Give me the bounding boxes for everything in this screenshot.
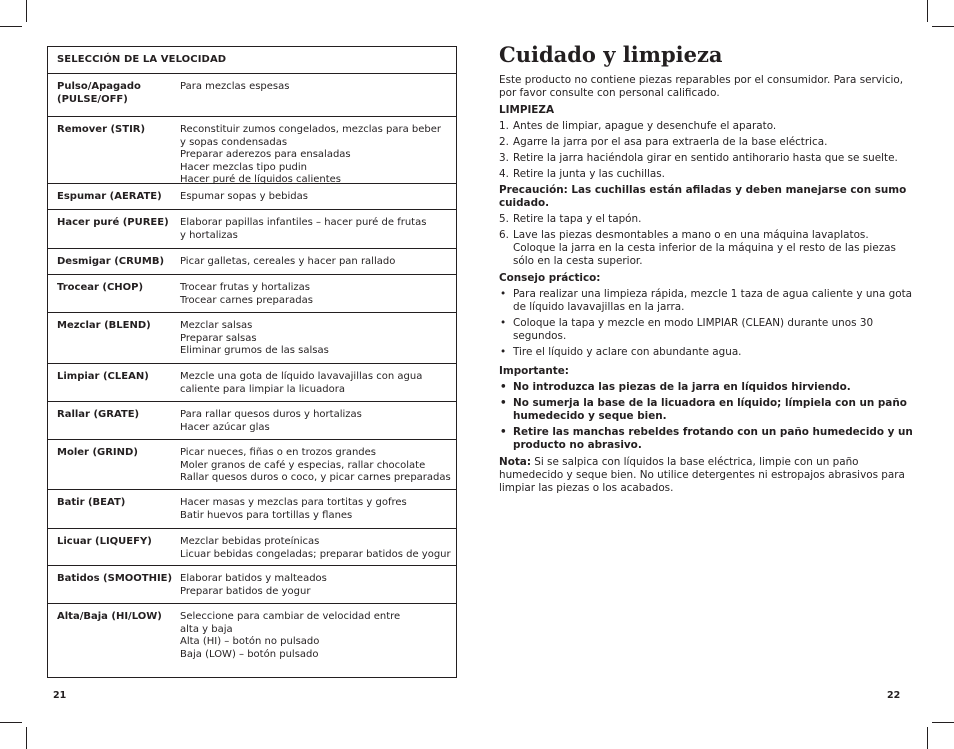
step-number: 3. [499, 152, 509, 164]
step-number: 4. [499, 168, 509, 180]
speed-label: Hacer puré (PUREE) [57, 217, 169, 228]
table-body [48, 74, 456, 666]
note-paragraph [499, 456, 914, 495]
speed-description [180, 217, 452, 242]
table-row [48, 74, 456, 117]
description-line: Hacer masas y mezclas para tortitas y gofres [180, 497, 407, 508]
description-line: Hacer puré de líquidos calientes [180, 174, 342, 185]
step-item [499, 120, 914, 133]
description-line: Baja (LOW) – botón pulsado [180, 648, 319, 660]
speed-label: Moler (GRIND) [57, 447, 138, 458]
table-row [48, 566, 456, 604]
speed-label: Trocear (CHOP) [57, 282, 144, 293]
speed-description [180, 409, 452, 434]
step-text: Antes de limpiar, apague y desenchufe el aparato. [513, 120, 777, 132]
speed-description [180, 611, 452, 661]
crop-mark [26, 727, 27, 749]
page-number-right: 22 [887, 690, 901, 701]
step-number: 2. [499, 136, 509, 148]
step-text: Retire la tapa y el tapón. [513, 213, 642, 225]
crop-mark [927, 727, 928, 749]
step-text: Agarre la jarra por el asa para extraerla de la base eléctrica. [513, 136, 828, 148]
description-line: Seleccione para cambiar de velocidad entre [180, 611, 401, 622]
speed-description [180, 320, 452, 358]
cleaning-steps-list-continued [499, 213, 914, 268]
page-number-left: 21 [53, 690, 67, 701]
speed-description [180, 124, 452, 187]
bullet-icon: • [500, 426, 507, 438]
step-item [499, 213, 914, 226]
speed-label: Batir (BEAT) [57, 497, 126, 508]
speed-description [180, 81, 452, 94]
page-title: Cuidado y limpieza [499, 42, 723, 67]
description-line: Elaborar papillas infantiles – hacer puré de frutas [180, 217, 427, 228]
speed-description [180, 447, 452, 485]
table-row [48, 440, 456, 490]
speed-selection-table [47, 46, 457, 678]
description-line: Licuar bebidas congeladas; preparar batidos de yogur [180, 548, 451, 560]
description-line: Espumar sopas y bebidas [180, 191, 308, 202]
note-label: Nota: [499, 456, 531, 468]
description-line: Para mezclas espesas [180, 81, 290, 92]
bullet-item [499, 426, 914, 452]
tips-list [499, 288, 914, 359]
bullet-item [499, 317, 914, 343]
description-line: Preparar salsas [180, 332, 257, 344]
bullet-item [499, 381, 914, 394]
description-line: alta y baja [180, 623, 233, 635]
speed-label: Desmigar (CRUMB) [57, 256, 165, 267]
speed-label: Batidos (SMOOTHIE) [57, 573, 173, 584]
important-list [499, 381, 914, 452]
bullet-text: No sumerja la base de la licuadora en líquido; límpiela con un paño humedecido y seque bien. [513, 397, 907, 422]
description-line: Mezclar salsas [180, 320, 253, 331]
bullet-text: Retire las manchas rebeldes frotando con un paño humedecido y un producto no abrasivo. [513, 426, 913, 451]
description-line: Mezclar bebidas proteínicas [180, 536, 320, 547]
bullet-icon: • [500, 288, 507, 300]
crop-mark [932, 26, 954, 27]
step-number: 5. [499, 213, 509, 225]
speed-label: Mezclar (BLEND) [57, 320, 151, 331]
speed-label: Espumar (AERATE) [57, 191, 162, 202]
description-line: Hacer azúcar glas [180, 421, 270, 433]
table-row [48, 364, 456, 402]
description-line: Rallar quesos duros o coco, y picar carnes preparadas [180, 472, 451, 483]
table-row [48, 529, 456, 566]
description-line: Picar nueces, fiñas o en trozos grandes [180, 447, 376, 458]
step-text: Retire la jarra haciéndola girar en sentido antihorario hasta que se suelte. [513, 152, 898, 164]
bullet-text: Tire el líquido y aclare con abundante agua. [513, 346, 742, 358]
description-line: Reconstituir zumos congelados, mezclas para beber [180, 124, 442, 135]
step-number: 6. [499, 229, 509, 241]
speed-description [180, 282, 452, 307]
bullet-item [499, 397, 914, 423]
bullet-icon: • [500, 381, 507, 393]
crop-mark [0, 722, 22, 723]
table-row [48, 210, 456, 249]
speed-label: Remover (STIR) [57, 124, 146, 135]
crop-mark [26, 0, 27, 22]
speed-label: Alta/Baja (HI/LOW) [57, 611, 162, 622]
bullet-item [499, 288, 914, 314]
speed-description [180, 256, 452, 269]
description-line: caliente para limpiar la licuadora [180, 383, 345, 395]
table-row [48, 249, 456, 275]
step-text: Retire la junta y las cuchillas. [513, 168, 665, 180]
description-line: Picar galletas, cereales y hacer pan rallado [180, 256, 396, 267]
speed-description [180, 536, 452, 561]
bullet-icon: • [500, 317, 507, 329]
speed-description [180, 573, 452, 598]
table-row [48, 490, 456, 529]
table-row [48, 604, 456, 666]
step-item [499, 136, 914, 149]
speed-label: Rallar (GRATE) [57, 409, 140, 420]
speed-label: Licuar (LIQUEFY) [57, 536, 152, 547]
description-line: Mezcle una gota de líquido lavavajillas con agua [180, 371, 423, 382]
description-line: Elaborar batidos y malteados [180, 573, 327, 584]
description-line: Preparar aderezos para ensaladas [180, 149, 351, 160]
description-line: Trocear frutas y hortalizas [180, 282, 310, 293]
bullet-text: Coloque la tapa y mezcle en modo LIMPIAR (CLEAN) durante unos 30 segundos. [513, 317, 874, 342]
step-item [499, 229, 914, 268]
description-line: Preparar batidos de yogur [180, 585, 311, 597]
bullet-text: No introduzca las piezas de la jarra en líquidos hirviendo. [513, 381, 851, 393]
bullet-item [499, 346, 914, 359]
important-heading: Importante: [499, 365, 569, 377]
speed-label: Pulso/Apagado (PULSE/OFF) [57, 81, 141, 105]
step-item [499, 152, 914, 165]
speed-label: Limpiar (CLEAN) [57, 371, 149, 382]
cleaning-steps-list [499, 120, 914, 181]
description-line: y hortalizas [180, 229, 238, 241]
description-line: y sopas condensadas [180, 136, 288, 148]
crop-mark [932, 722, 954, 723]
tip-heading: Consejo práctico: [499, 272, 601, 284]
crop-mark [0, 26, 22, 27]
care-cleaning-section [499, 42, 914, 495]
speed-description [180, 191, 452, 204]
crop-mark [927, 0, 928, 22]
description-line: Moler granos de café y especias, rallar chocolate [180, 459, 426, 471]
description-line: Batir huevos para tortillas y flanes [180, 509, 353, 521]
intro-paragraph: Este producto no contiene piezas reparables por el consumidor. Para servicio, por favor consulte con personal calificado. [499, 74, 904, 99]
limpieza-heading: LIMPIEZA [499, 104, 554, 116]
caution-text: Precaución: Las cuchillas están afiladas y deben manejarse con sumo cuidado. [499, 184, 907, 209]
step-item [499, 168, 914, 181]
description-line: Trocear carnes preparadas [180, 294, 313, 306]
table-header: SELECCIÓN DE LA VELOCIDAD [48, 47, 456, 74]
table-row [48, 275, 456, 313]
description-line: Hacer mezclas tipo pudin [180, 161, 308, 173]
table-row [48, 313, 456, 364]
speed-description [180, 371, 452, 396]
description-line: Para rallar quesos duros y hortalizas [180, 409, 362, 420]
note-text: Si se salpica con líquidos la base eléctrica, limpie con un paño humedecido y seque bien. No utilice detergentes ni estropajos abrasivos para limpiar las piezas o los acabados. [499, 456, 905, 494]
description-line: Eliminar grumos de las salsas [180, 345, 329, 356]
step-number: 1. [499, 120, 509, 132]
step-text: Lave las piezas desmontables a mano o en una máquina lavaplatos. Coloque la jarra en la cesta inferior de la máquina y el resto de las piezas sólo en la cesta superior. [513, 229, 896, 267]
table-row [48, 184, 456, 210]
table-row [48, 402, 456, 440]
table-row [48, 117, 456, 184]
bullet-icon: • [500, 346, 507, 358]
bullet-icon: • [500, 397, 507, 409]
speed-description [180, 497, 452, 522]
bullet-text: Para realizar una limpieza rápida, mezcle 1 taza de agua caliente y una gota de líquido lavavajillas en la jarra. [513, 288, 913, 313]
description-line: Alta (HI) – botón no pulsado [180, 636, 320, 647]
